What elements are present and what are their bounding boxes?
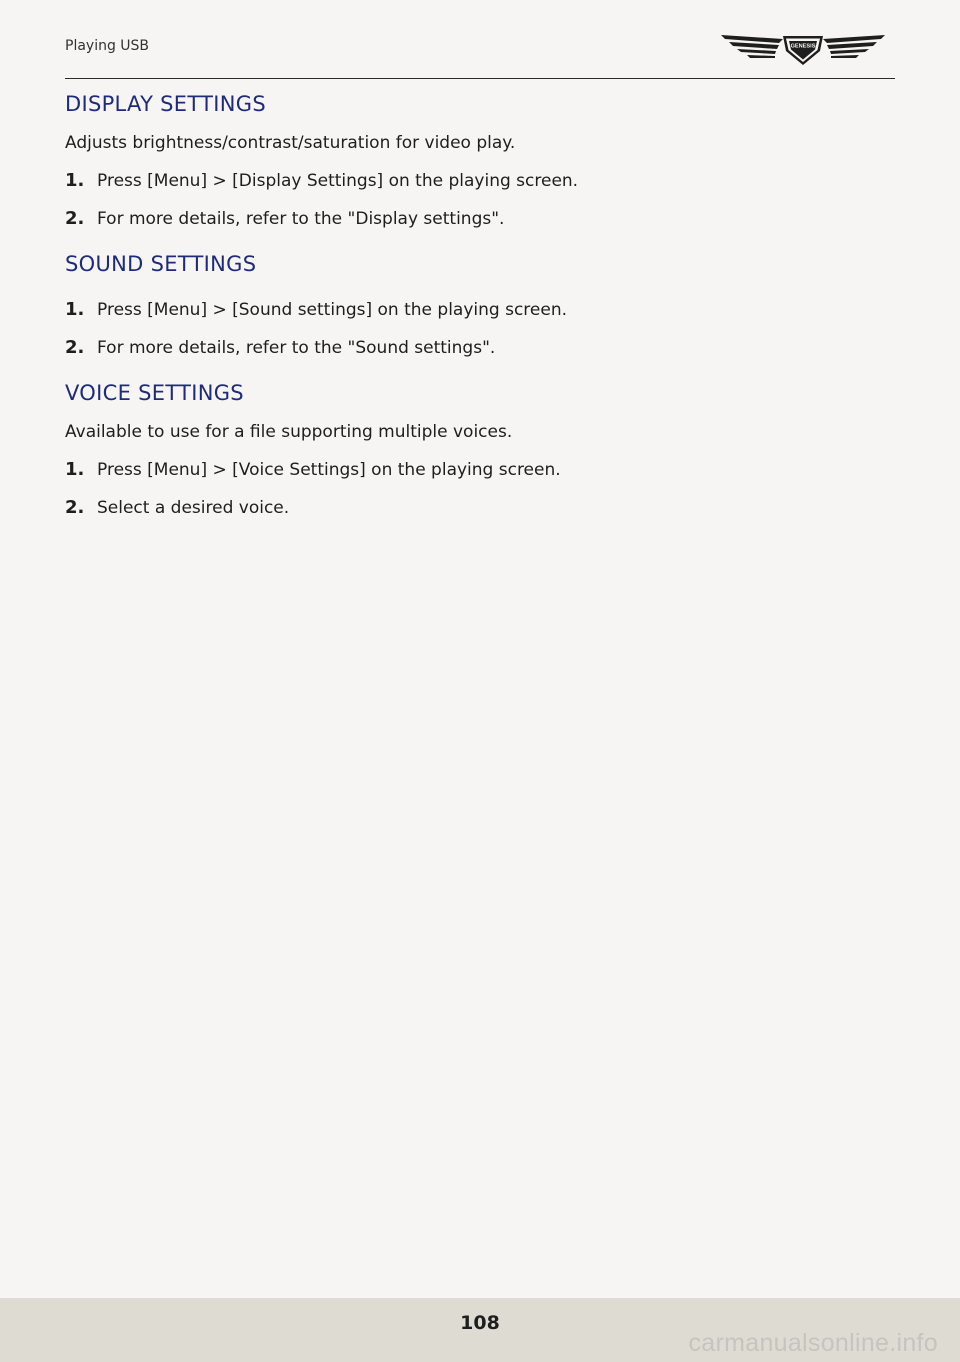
step-number: 1. xyxy=(65,170,85,191)
header-title: Playing USB xyxy=(65,38,150,54)
step-number: 2. xyxy=(65,337,85,358)
step-number: 2. xyxy=(65,497,85,518)
page-number: 108 xyxy=(460,1312,500,1334)
display-settings-intro: Adjusts brightness/contrast/saturation for video play. xyxy=(65,133,516,153)
sound-step-2 xyxy=(65,337,495,358)
step-text: Select a desired voice. xyxy=(97,498,290,518)
step-text: Press [Menu] > [Voice Settings] on the playing screen. xyxy=(97,460,561,480)
voice-step-2 xyxy=(65,497,289,518)
voice-settings-heading: VOICE SETTINGS xyxy=(65,381,244,405)
step-text: Press [Menu] > [Display Settings] on the playing screen. xyxy=(97,171,579,191)
step-number: 1. xyxy=(65,299,85,320)
watermark: carmanualsonline.info xyxy=(688,1329,938,1357)
display-step-1 xyxy=(65,170,578,191)
display-settings-heading: DISPLAY SETTINGS xyxy=(65,92,266,116)
voice-settings-intro: Available to use for a file supporting multiple voices. xyxy=(65,422,513,442)
step-number: 1. xyxy=(65,459,85,480)
step-text: For more details, refer to the "Sound settings". xyxy=(97,338,496,358)
display-step-2 xyxy=(65,208,504,229)
page-footer xyxy=(0,1298,960,1362)
step-text: For more details, refer to the "Display settings". xyxy=(97,209,505,229)
genesis-logo xyxy=(719,31,887,67)
page-header xyxy=(65,26,895,79)
sound-step-1 xyxy=(65,299,567,320)
voice-step-1 xyxy=(65,459,561,480)
step-number: 2. xyxy=(65,208,85,229)
step-text: Press [Menu] > [Sound settings] on the playing screen. xyxy=(97,300,568,320)
logo-text: GENESIS xyxy=(790,43,816,50)
sound-settings-heading: SOUND SETTINGS xyxy=(65,252,257,276)
